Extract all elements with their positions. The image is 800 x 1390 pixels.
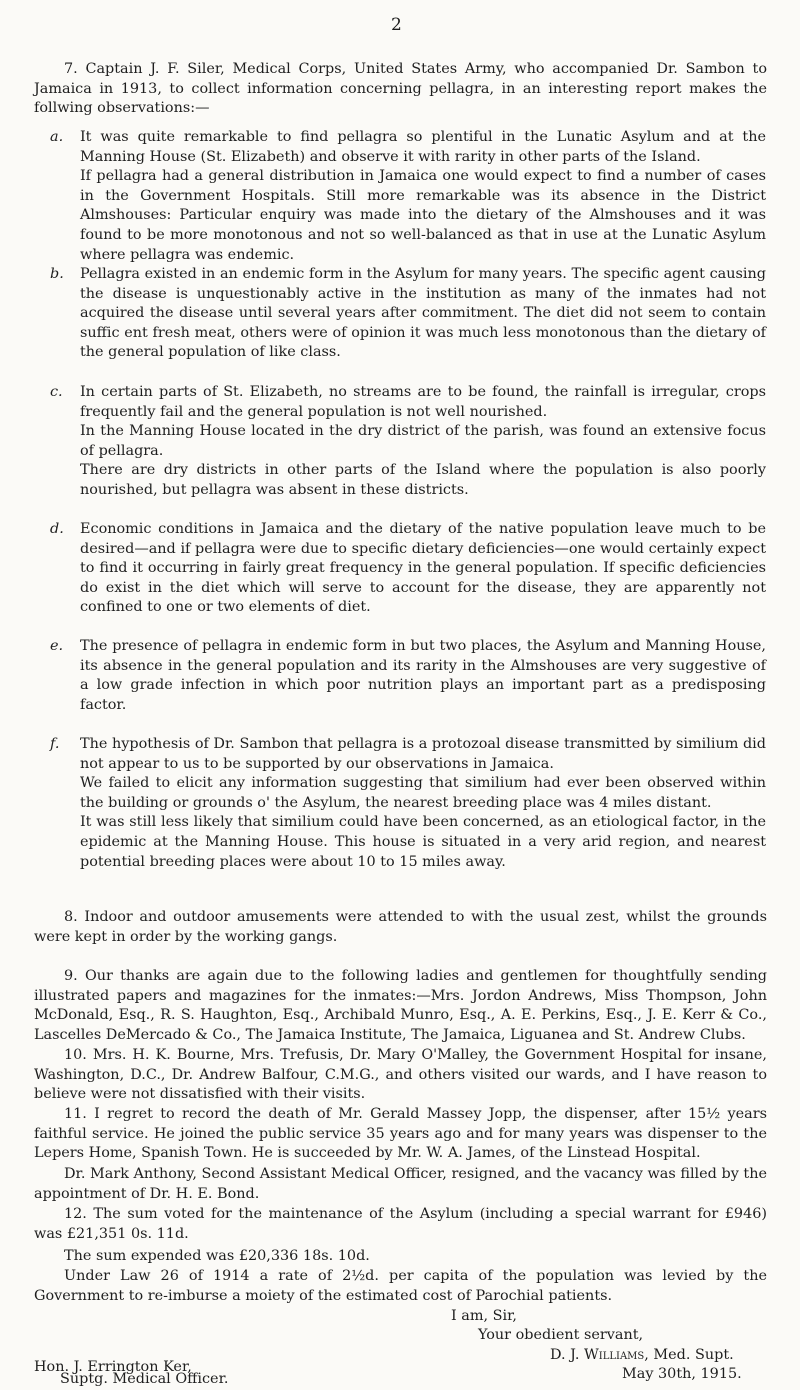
item-f-text-2: We failed to elicit any information suggesting that similium had ever been observed within the building or grounds o' the Asylum, the nearest breeding place was 4 miles distant. — [80, 775, 766, 811]
item-d-text-1: Economic conditions in Jamaica and the dietary of the native population leave much to be desired—and if pellagra were due to specific dietary deficiencies—one would certainly expect to find it occurring in fairly great frequency in the general population. If specific deficiencies do exist in the diet which will serve to account for the disease, they are apparently not confined to one or two elements of diet. — [80, 521, 766, 616]
item-c — [50, 383, 766, 501]
paragraph-12b: The sum expended was £20,336 18s. 10d. — [64, 1248, 370, 1264]
item-a — [50, 128, 766, 265]
signature-initials: D. J. — [550, 1347, 580, 1363]
item-f — [50, 735, 766, 872]
closing-date: May 30th, 1915. — [622, 1366, 742, 1382]
item-c-text-3: There are dry districts in other parts of the Island where the population is also poorly nourished, but pellagra was absent in these districts. — [80, 462, 766, 498]
item-c-text-2: In the Manning House located in the dry district of the parish, was found an extensive focus of pellagra. — [80, 423, 766, 459]
signature — [550, 1346, 734, 1366]
closing-line-1: I am, Sir, — [451, 1308, 517, 1324]
item-d-label: d. — [50, 521, 64, 537]
item-c-label: c. — [50, 384, 63, 400]
addressee-line-1: Hon. J. Errington Ker, — [34, 1359, 192, 1375]
page-number: 2 — [391, 15, 402, 35]
item-c-text-1: In certain parts of St. Elizabeth, no streams are to be found, the rainfall is irregular, crops frequently fail and the general population is not well nourished. — [80, 384, 766, 420]
item-b-text-1: Pellagra existed in an endemic form in the Asylum for many years. The specific agent causing the disease is unquestionably active in the institution as many of the inmates had not acquired the disease until several years after commitment. The diet did not seem to contain suffic ent fresh meat, others were of opinion it was much less monotonous than the dietary of the general population of like class. — [80, 266, 766, 361]
paragraph-12: 12. The sum voted for the maintenance of the Asylum (including a special warrant for £946) was £21,351 0s. 11d. — [34, 1206, 767, 1242]
item-d — [50, 520, 766, 618]
paragraph-7: 7. Captain J. F. Siler, Medical Corps, United States Army, who accompanied Dr. Sambon to Jamaica in 1913, to collect information concerning pellagra, in an interesting report makes the follwing observations:— — [34, 61, 767, 117]
item-f-text-1: The hypothesis of Dr. Sambon that pellagra is a protozoal disease transmitted by similium did not appear to us to be supported by our observations in Jamaica. — [80, 736, 766, 772]
item-a-label: a. — [50, 129, 64, 145]
item-b-label: b. — [50, 266, 64, 282]
item-f-text-3: It was still less likely that similium could have been concerned, as an etiological factor, in the epidemic at the Manning House. This house is situated in a very arid region, and nearest potential breeding places were about 10 to 15 miles away. — [80, 814, 766, 870]
addressee-line-2: Suptg. Medical Officer. — [60, 1371, 229, 1387]
paragraph-12c: Under Law 26 of 1914 a rate of 2½d. per capita of the population was levied by the Government to re-imburse a moiety of the estimated cost of Parochial patients. — [34, 1268, 767, 1304]
paragraph-11: 11. I regret to record the death of Mr. Gerald Massey Jopp, the dispenser, after 15½ years faithful service. He joined the public service 35 years ago and for many years was dispenser to the Lepers Home, Spanish Town. He is succeeded by Mr. W. A. James, of the Linstead Hospital. — [34, 1106, 767, 1162]
item-e-text-1: The presence of pellagra in endemic form in but two places, the Asylum and Manning House, its absence in the general population and its rarity in the Almshouses are very suggestive of a low grade infection in which poor nutrition plays an important part as a predisposing factor. — [80, 638, 766, 713]
signature-name: Williams — [583, 1347, 645, 1363]
paragraph-9: 9. Our thanks are again due to the following ladies and gentlemen for thoughtfully sending illustrated papers and magazines for the inmates:—Mrs. Jordon Andrews, Miss Thompson, John McDonald, Esq., R. S. Haughton, Esq., Archibald Munro, Esq., A. E. Perkins, Esq., J. E. Kerr & Co., Lascelles DeMercado & Co., The Jamaica Institute, The Jamaica, Liguanea and St. Andrew Clubs. — [34, 968, 767, 1043]
signature-title: , Med. Supt. — [644, 1347, 734, 1363]
item-a-text-1: It was quite remarkable to find pellagra so plentiful in the Lunatic Asylum and at the Manning House (St. Elizabeth) and observe it with rarity in other parts of the Island. — [80, 129, 766, 165]
paragraph-10: 10. Mrs. H. K. Bourne, Mrs. Trefusis, Dr. Mary O'Malley, the Government Hospital for insane, Washington, D.C., Dr. Andrew Balfour, C.M.G., and others visited our wards, and I have reason to believe were not dissatisfied with their visits. — [34, 1047, 767, 1103]
paragraph-8: 8. Indoor and outdoor amusements were attended to with the usual zest, whilst the grounds were kept in order by the working gangs. — [34, 909, 767, 945]
item-e-label: e. — [50, 638, 64, 654]
closing-line-2: Your obedient servant, — [478, 1327, 644, 1343]
item-f-label: f. — [50, 736, 60, 752]
item-a-text-2: If pellagra had a general distribution in Jamaica one would expect to find a number of cases in the Government Hospitals. Still more remarkable was its absence in the District Almshouses: Particular enquiry was made into the dietary of the Almshouses and it was found to be more monotonous and not so well-balanced as that in use at the Lunatic Asylum where pellagra was endemic. — [80, 168, 766, 263]
paragraph-11b: Dr. Mark Anthony, Second Assistant Medical Officer, resigned, and the vacancy was filled by the appointment of Dr. H. E. Bond. — [34, 1166, 767, 1202]
item-e — [50, 637, 766, 715]
item-b — [50, 265, 766, 363]
